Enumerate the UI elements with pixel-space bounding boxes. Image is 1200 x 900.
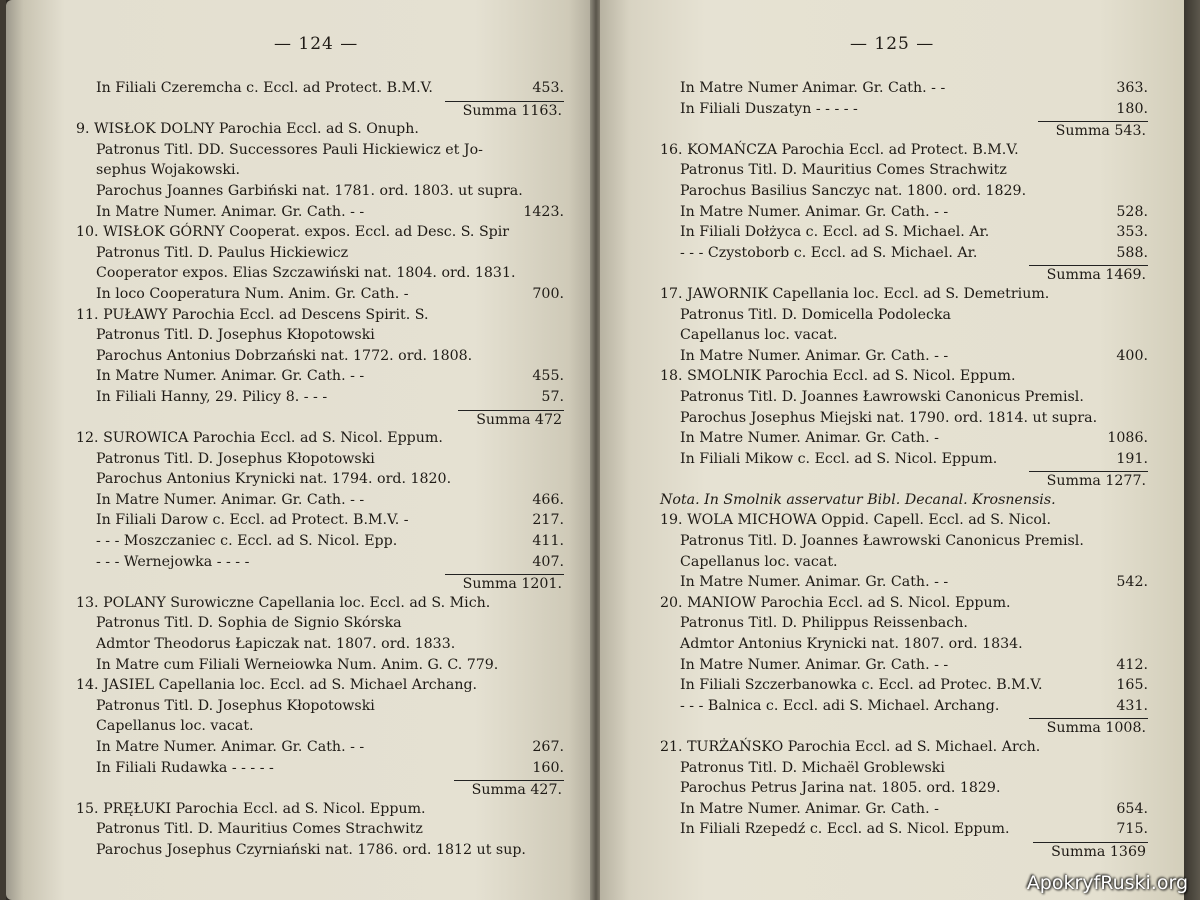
text-line: [660, 510, 1148, 531]
line-text: In Filiali Szczerbanowka c. Eccl. ad Protec. B.M.V.: [680, 677, 1043, 694]
line-text: 16. KOMAŃCZA Parochia Eccl. ad Protect. B.M.V.: [660, 141, 1019, 158]
text-line: [660, 305, 1148, 326]
line-text: 11. PUŁAWY Parochia Eccl. ad Descens Spirit. S.: [76, 306, 429, 323]
text-line: [76, 552, 564, 573]
text-line: [76, 78, 564, 99]
line-text: Summa 1008.: [1029, 718, 1148, 737]
text-line: [660, 408, 1148, 429]
line-text: Patronus Titl. D. Josephus Kłopotowski: [96, 697, 375, 714]
line-text: Summa 1469.: [1029, 265, 1148, 284]
line-value: 528.: [1116, 203, 1148, 220]
line-text: Summa 427.: [454, 780, 564, 799]
line-text: Summa 1163.: [445, 101, 564, 120]
line-text: Patronus Titl. D. Mauritius Comes Strachwitz: [96, 821, 423, 838]
page-number-right: — 125 —: [850, 34, 935, 54]
text-line: [76, 325, 564, 346]
line-text: - - - Wernejowka - - - -: [96, 553, 250, 570]
text-line: [660, 222, 1148, 243]
line-value: 455.: [532, 368, 564, 385]
text-line: [76, 613, 564, 634]
line-value: 431.: [1116, 697, 1148, 714]
line-text: 12. SUROWICA Parochia Eccl. ad S. Nicol. Eppum.: [76, 430, 443, 447]
summa-line: [76, 408, 564, 429]
line-text: Summa 543.: [1038, 121, 1148, 140]
text-line: [660, 366, 1148, 387]
line-value: 407.: [532, 553, 564, 570]
line-value: 542.: [1116, 574, 1148, 591]
line-text: 19. WOLA MICHOWA Oppid. Capell. Eccl. ad S. Nicol.: [660, 512, 1051, 529]
summa-line: [76, 572, 564, 593]
line-text: In Filiali Czeremcha c. Eccl. ad Protect. B.M.V.: [96, 80, 433, 96]
text-line: [76, 243, 564, 264]
text-line: [660, 572, 1148, 593]
line-text: Patronus Titl. DD. Successores Pauli Hickiewicz et Jo-: [96, 141, 483, 158]
line-value: 715.: [1116, 821, 1148, 838]
text-line: [76, 716, 564, 737]
line-value: 1423.: [523, 203, 564, 220]
text-line: [76, 119, 564, 140]
line-text: 14. JASIEL Capellania loc. Eccl. ad S. Michael Archang.: [76, 677, 478, 694]
line-text: Parochus Josephus Czyrniański nat. 1786. ord. 1812 ut sup.: [96, 841, 526, 858]
line-text: Nota. In Smolnik asservatur Bibl. Decanal. Krosnensis.: [660, 491, 1056, 508]
text-line: [660, 99, 1148, 120]
watermark: ApokryfRuski.org: [1026, 872, 1188, 894]
line-text: Parochus Petrus Jarina nat. 1805. ord. 1829.: [680, 780, 1001, 797]
line-text: Parochus Josephus Miejski nat. 1790. ord. 1814. ut supra.: [680, 409, 1098, 426]
line-value: 363.: [1116, 80, 1148, 96]
right-page: [600, 0, 1186, 900]
line-text: In Filiali Mikow c. Eccl. ad S. Nicol. Eppum.: [680, 450, 998, 467]
text-line: [660, 243, 1148, 264]
line-value: 57.: [541, 388, 564, 405]
line-text: Patronus Titl. D. Josephus Kłopotowski: [96, 450, 375, 467]
open-book: [6, 0, 1186, 900]
text-line: [660, 778, 1148, 799]
text-line: [660, 284, 1148, 305]
line-text: Admtor Antonius Krynicki nat. 1807. ord. 1834.: [680, 636, 1023, 653]
text-line: [76, 305, 564, 326]
line-text: Summa 1277.: [1029, 471, 1148, 490]
text-line: [76, 140, 564, 161]
line-text: Patronus Titl. D. Paulus Hickiewicz: [96, 244, 349, 261]
summa-line: [660, 716, 1148, 737]
line-text: 18. SMOLNIK Parochia Eccl. ad S. Nicol. Eppum.: [660, 368, 1016, 385]
text-line: [660, 449, 1148, 470]
text-line: [76, 675, 564, 696]
line-value: 191.: [1116, 450, 1148, 467]
line-value: 165.: [1116, 677, 1148, 694]
text-line: [660, 387, 1148, 408]
line-text: In Matre Numer Animar. Gr. Cath. - -: [680, 80, 946, 96]
background-edge: [1184, 0, 1200, 900]
line-value: 400.: [1116, 347, 1148, 364]
line-text: In loco Cooperatura Num. Anim. Gr. Cath. -: [96, 285, 409, 302]
text-line: [76, 696, 564, 717]
line-text: Cooperator expos. Elias Szczawiński nat. 1804. ord. 1831.: [96, 265, 516, 282]
line-text: Summa 472: [458, 410, 564, 429]
line-text: Patronus Titl. D. Josephus Kłopotowski: [96, 327, 375, 344]
text-line: [76, 387, 564, 408]
line-text: In Matre Numer. Animar. Gr. Cath. -: [680, 430, 939, 447]
line-text: Capellanus loc. vacat.: [96, 718, 254, 735]
text-line: [660, 696, 1148, 717]
line-value: 654.: [1116, 800, 1148, 817]
line-text: Parochus Basilius Sanczyc nat. 1800. ord. 1829.: [680, 182, 1027, 199]
summa-line: [660, 840, 1148, 861]
text-line: [76, 799, 564, 820]
right-page-text: [600, 78, 1186, 861]
line-value: 411.: [532, 533, 564, 550]
line-text: 13. POLANY Surowiczne Capellania loc. Eccl. ad S. Mich.: [76, 594, 491, 611]
text-line: [76, 284, 564, 305]
text-line: [76, 202, 564, 223]
line-text: Parochus Antonius Dobrzański nat. 1772. ord. 1808.: [96, 347, 473, 364]
line-text: In Filiali Dołżyca c. Eccl. ad S. Michael. Ar.: [680, 224, 990, 241]
text-line: [660, 675, 1148, 696]
line-value: 412.: [1116, 656, 1148, 673]
text-line: [76, 510, 564, 531]
summa-line: [76, 99, 564, 120]
left-page: [6, 0, 592, 900]
summa-line: [660, 469, 1148, 490]
text-line: [660, 552, 1148, 573]
text-line: [660, 737, 1148, 758]
line-text: Parochus Antonius Krynicki nat. 1794. ord. 1820.: [96, 471, 452, 488]
text-line: [660, 140, 1148, 161]
text-line: [660, 531, 1148, 552]
text-line: [76, 428, 564, 449]
text-line: [660, 655, 1148, 676]
text-line: [76, 449, 564, 470]
line-value: 466.: [532, 491, 564, 508]
line-text: 15. PRĘŁUKI Parochia Eccl. ad S. Nicol. Eppum.: [76, 800, 426, 817]
text-line: [660, 634, 1148, 655]
line-value: 353.: [1116, 224, 1148, 241]
line-text: Patronus Titl. D. Michaël Groblewski: [680, 759, 945, 776]
line-text: 9. WISŁOK DOLNY Parochia Eccl. ad S. Onuph.: [76, 121, 419, 138]
text-line: [76, 366, 564, 387]
text-line: [660, 799, 1148, 820]
line-text: Summa 1369: [1033, 842, 1148, 861]
text-line: [76, 469, 564, 490]
line-text: In Matre Numer. Animar. Gr. Cath. - -: [96, 203, 365, 220]
line-value: 588.: [1116, 244, 1148, 261]
line-text: Parochus Joannes Garbiński nat. 1781. ord. 1803. ut supra.: [96, 182, 523, 199]
text-line: [660, 819, 1148, 840]
line-text: - - - Balnica c. Eccl. adi S. Michael. Archang.: [680, 697, 1000, 714]
text-line: [660, 428, 1148, 449]
text-line: [76, 222, 564, 243]
summa-line: [76, 778, 564, 799]
text-line: [76, 263, 564, 284]
text-line: [76, 634, 564, 655]
line-value: 267.: [532, 739, 564, 755]
line-text: 20. MANIOW Parochia Eccl. ad S. Nicol. Eppum.: [660, 594, 1011, 611]
line-text: In Filiali Hanny, 29. Pilicy 8. - - -: [96, 388, 328, 405]
text-line: [76, 490, 564, 511]
line-text: 10. WISŁOK GÓRNY Cooperat. expos. Eccl. ad Desc. S. Spir: [76, 224, 510, 241]
line-text: - - - Moszczaniec c. Eccl. ad S. Nicol. Epp.: [96, 533, 398, 550]
line-text: In Matre Numer. Animar. Gr. Cath. - -: [680, 347, 949, 364]
line-text: Patronus Titl. D. Domicella Podolecka: [680, 306, 951, 323]
text-line: [76, 819, 564, 840]
line-text: Summa 1201.: [445, 574, 564, 593]
line-text: - - - Czystoborb c. Eccl. ad S. Michael. Ar.: [680, 244, 978, 261]
line-value: 453.: [532, 80, 564, 96]
text-line: [660, 593, 1148, 614]
text-line: [660, 325, 1148, 346]
line-value: 700.: [532, 285, 564, 302]
text-line: [76, 593, 564, 614]
line-text: 21. TURŻAŃSKO Parochia Eccl. ad S. Michael. Arch.: [660, 739, 1041, 755]
line-text: In Matre Numer. Animar. Gr. Cath. - -: [96, 491, 365, 508]
line-text: In Matre Numer. Animar. Gr. Cath. - -: [680, 574, 949, 591]
text-line: [660, 346, 1148, 367]
line-text: Patronus Titl. D. Mauritius Comes Strachwitz: [680, 162, 1007, 179]
line-text: In Matre Numer. Animar. Gr. Cath. -: [680, 800, 939, 817]
text-line: [660, 202, 1148, 223]
summa-line: [660, 119, 1148, 140]
line-text: In Filiali Rudawka - - - - -: [96, 759, 274, 776]
text-line: [660, 160, 1148, 181]
line-value: 160.: [532, 759, 564, 776]
text-line: [660, 613, 1148, 634]
text-line: [76, 160, 564, 181]
line-text: sephus Wojakowski.: [96, 162, 241, 179]
text-line: [76, 531, 564, 552]
text-line: [660, 181, 1148, 202]
line-text: In Matre Numer. Animar. Gr. Cath. - -: [680, 656, 949, 673]
line-value: 217.: [532, 512, 564, 529]
line-text: In Matre Numer. Animar. Gr. Cath. - -: [96, 739, 365, 755]
line-text: In Matre Numer. Animar. Gr. Cath. - -: [680, 203, 949, 220]
text-line: [76, 737, 564, 758]
text-line: [660, 78, 1148, 99]
text-line: [76, 655, 564, 676]
summa-line: [660, 263, 1148, 284]
line-text: Patronus Titl. D. Philippus Reissenbach.: [680, 615, 968, 632]
line-text: Capellanus loc. vacat.: [680, 327, 838, 344]
text-line: [76, 181, 564, 202]
line-text: In Filiali Duszatyn - - - - -: [680, 100, 858, 117]
text-line: [76, 840, 564, 861]
line-text: Admtor Theodorus Łapiczak nat. 1807. ord. 1833.: [96, 636, 456, 653]
text-line: [76, 346, 564, 367]
line-text: Patronus Titl. D. Sophia de Signio Skórska: [96, 615, 402, 632]
line-text: Patronus Titl. D. Joannes Ławrowski Canonicus Premisl.: [680, 388, 1084, 405]
line-text: In Filiali Rzepedź c. Eccl. ad S. Nicol. Eppum.: [680, 821, 1010, 838]
line-text: In Filiali Darow c. Eccl. ad Protect. B.M.V. -: [96, 512, 409, 529]
line-value: 180.: [1116, 100, 1148, 117]
line-text: In Matre cum Filiali Werneiowka Num. Anim. G. C. 779.: [96, 656, 499, 673]
line-value: 1086.: [1107, 430, 1148, 447]
line-text: 17. JAWORNIK Capellania loc. Eccl. ad S. Demetrium.: [660, 285, 1050, 302]
line-text: Capellanus loc. vacat.: [680, 553, 838, 570]
text-line: [660, 490, 1148, 511]
left-page-text: [6, 78, 592, 861]
line-text: In Matre Numer. Animar. Gr. Cath. - -: [96, 368, 365, 385]
line-text: Patronus Titl. D. Joannes Ławrowski Canonicus Premisl.: [680, 533, 1084, 550]
text-line: [660, 758, 1148, 779]
page-number-left: — 124 —: [274, 34, 359, 54]
text-line: [76, 758, 564, 779]
